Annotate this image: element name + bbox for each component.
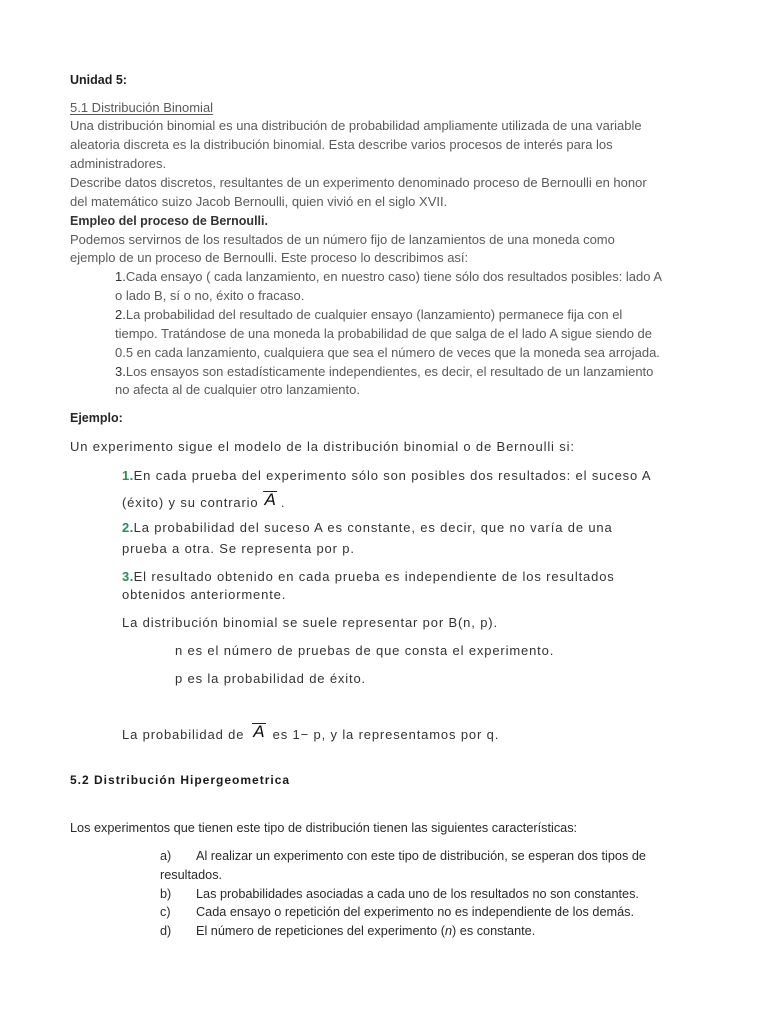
intro-line: administradores. — [70, 156, 167, 172]
example-item-number: 1. — [122, 467, 134, 483]
list-item-text: La probabilidad del resultado de cualquier ensayo (lanzamiento) permanece fija con el — [125, 306, 623, 322]
describe-line: del matemático suizo Jacob Bernoulli, quien vivió en el siglo XVII. — [70, 193, 448, 209]
unit-title: Unidad 5: — [70, 73, 127, 87]
list-marker: c) — [160, 904, 171, 919]
list-marker: a) — [160, 848, 172, 863]
list-item-continuation: tiempo. Tratándose de una moneda la probabilidad de que salga de el lado A sigue siendo de — [115, 325, 653, 341]
n-definition: n es el número de pruebas de que consta el experimento. — [175, 642, 555, 658]
list-item-text: Las probabilidades asociadas a cada uno de los resultados no son constantes. — [196, 886, 639, 901]
list-item-text: Al realizar un experimento con este tipo de distribución, se esperan dos tipos de — [196, 848, 646, 863]
section-heading-binomial: 5.1 Distribución Binomial — [70, 99, 214, 115]
list-item — [70, 268, 662, 287]
list-item-continuation: 0.5 en cada lanzamiento, cualquiera que sea el número de veces que la moneda sea arrojada. — [115, 344, 660, 360]
lead-line: ejemplo de un proceso de Bernoulli. Este proceso lo describimos así: — [70, 250, 469, 266]
example-item — [122, 518, 613, 537]
binomial-representation: La distribución binomial se suele representar por B(n, p). — [122, 614, 498, 630]
list-item-text: ) es constante. — [452, 923, 536, 938]
example-item-number: 3. — [122, 568, 134, 584]
list-item-text: Cada ensayo ( cada lanzamiento, en nuestro caso) tiene sólo dos resultados posibles: lado A — [125, 269, 663, 285]
list-marker: b) — [160, 886, 172, 901]
list-item — [196, 922, 535, 941]
list-marker: d) — [160, 923, 172, 938]
example-heading: Ejemplo: — [70, 410, 123, 425]
example-item-text: En cada prueba del experimento sólo son posibles dos resultados: el suceso A — [133, 467, 652, 483]
list-item — [70, 306, 662, 325]
example-item-continuation: prueba a otra. Se representa por p. — [122, 540, 355, 556]
complement-symbol: A — [253, 721, 265, 741]
example-item-continuation: obtenidos anteriormente. — [122, 586, 287, 602]
intro-line: Una distribución binomial es una distribución de probabilidad ampliamente utilizada de una variable — [70, 118, 642, 134]
list-item-text: Los ensayos son estadísticamente independientes, es decir, el resultado de un lanzamiento — [125, 363, 654, 379]
list-item-continuation: o lado B, sí o no, éxito o fracaso. — [115, 288, 305, 304]
intro-line: aleatoria discreta es la distribución binomial. Esta describe varios procesos de interés para los — [70, 137, 613, 153]
example-item-text: (éxito) y su contrario — [122, 494, 259, 510]
q-definition-text: La probabilidad de — [122, 726, 245, 742]
q-definition-text: es 1− p, y la representamos por q. — [272, 726, 500, 742]
example-item-text: La probabilidad del suceso A es constante, es decir, que no varía de una — [133, 519, 613, 535]
lead-line: Podemos servirnos de los resultados de un número fijo de lanzamientos de una moneda como — [70, 231, 615, 247]
subheading-bernoulli-process: Empleo del proceso de Bernoulli. — [70, 213, 268, 228]
example-item — [122, 466, 651, 485]
list-item-text: El número de repeticiones del experimento ( — [196, 923, 445, 938]
example-item — [122, 567, 615, 586]
section-heading-hypergeometric: 5.2 Distribución Hipergeometrica — [70, 772, 291, 787]
list-item-continuation: resultados. — [160, 867, 223, 882]
q-definition — [122, 723, 499, 742]
list-item-number: 2. — [115, 306, 126, 322]
list-item-text: Cada ensayo o repetición del experimento no es independiente de los demás. — [196, 904, 635, 919]
example-item-text: El resultado obtenido en cada prueba es independiente de los resultados — [133, 568, 615, 584]
section-binomial — [70, 99, 662, 401]
section2-intro: Los experimentos que tienen este tipo de distribución tienen las siguientes características: — [70, 820, 578, 835]
list-item-number: 3. — [115, 363, 126, 379]
example-item-number: 2. — [122, 519, 134, 535]
describe-line: Describe datos discretos, resultantes de un experimento denominado proceso de Bernoulli en honor — [70, 174, 647, 190]
variable-n: n — [444, 923, 453, 938]
example-lead: Un experimento sigue el modelo de la distribución binomial o de Bernoulli si: — [70, 438, 575, 454]
list-item-number: 1. — [115, 269, 126, 285]
example-item-continuation — [122, 491, 285, 510]
complement-symbol: A — [264, 489, 276, 509]
example-item-punctuation: . — [280, 494, 286, 510]
list-item — [70, 363, 662, 382]
p-definition: p es la probabilidad de éxito. — [175, 670, 367, 686]
list-item-continuation: no afecta al de cualquier otro lanzamiento. — [115, 382, 360, 398]
